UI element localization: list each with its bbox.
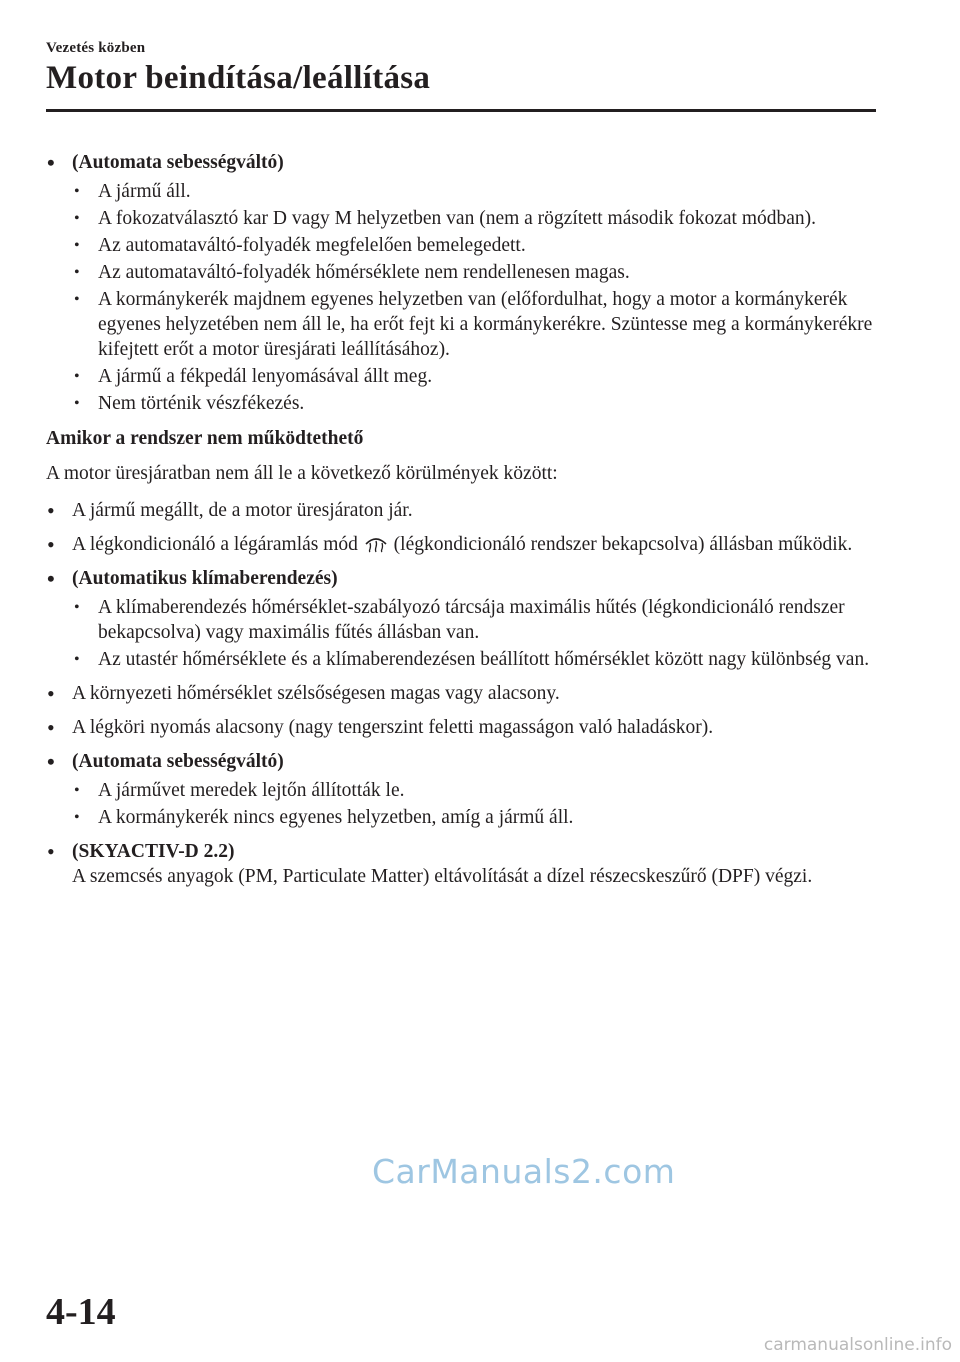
list-item: • A kormánykerék nincs egyenes helyzetben, amíg a jármű áll. bbox=[46, 805, 876, 830]
defroster-icon bbox=[363, 533, 389, 553]
list-item bbox=[46, 532, 876, 557]
sub-list bbox=[46, 778, 876, 830]
list-item: • A járművet meredek lejtőn állították le. bbox=[46, 778, 876, 803]
list-item-label: • (SKYACTIV-D 2.2) bbox=[72, 841, 235, 862]
intro-text: A motor üresjáratban nem áll le a következő körülmények között: bbox=[46, 463, 558, 484]
list-item: • (Automatikus klímaberendezés) bbox=[46, 566, 876, 591]
list-item: • A jármű megállt, de a motor üresjáraton jár. bbox=[46, 498, 876, 523]
list-item: • Nem történik vészfékezés. bbox=[46, 391, 876, 416]
list-item: • (Automata sebességváltó) bbox=[46, 150, 876, 175]
list-item: • A klímaberendezés hőmérséklet-szabályozó tárcsája maximális hűtés (légkondicionáló rendszer bekapcsolva) vagy maximális fűtés állásban van. bbox=[46, 595, 876, 645]
list-item: • A jármű áll. bbox=[46, 179, 876, 204]
list-item-text: (légkondicionáló rendszer bekapcsolva) állásban működik. bbox=[393, 534, 853, 555]
footer-watermark: carmanualsonline.info bbox=[763, 1335, 952, 1355]
list-item-text: A légkondicionáló a légáramlás mód bbox=[72, 534, 358, 555]
list-item: • A jármű a fékpedál lenyomásával állt meg. bbox=[46, 364, 876, 389]
list-item: • A kormánykerék majdnem egyenes helyzetben van (előfordulhat, hogy a motor a kormánykerék egyenes helyzetében nem áll le, ha erőt fejt ki a kormánykerékre. Szüntesse meg a kormánykerékre kifejtett erőt a motor üresjárati leállításához). bbox=[46, 287, 876, 362]
list-item: • A fokozatválasztó kar D vagy M helyzetben van (nem a rögzített második fokozat módban). bbox=[46, 206, 876, 231]
list-item-text: A szemcsés anyagok (PM, Particulate Matter) eltávolítását a dízel részecskeszűrő (DPF) végzi. bbox=[72, 866, 813, 887]
list-item: • Az automataváltó-folyadék hőmérséklete nem rendellenesen magas. bbox=[46, 260, 876, 285]
watermark: CarManuals2.com bbox=[372, 1152, 676, 1191]
list-item: • A légköri nyomás alacsony (nagy tengerszint feletti magasságon való haladáskor). bbox=[46, 715, 876, 740]
list-item: • A környezeti hőmérséklet szélsőségesen magas vagy alacsony. bbox=[46, 681, 876, 706]
sub-list bbox=[46, 179, 876, 416]
sub-list bbox=[46, 595, 876, 672]
title-divider bbox=[46, 109, 876, 112]
section-label: Vezetés közben bbox=[46, 40, 146, 56]
page-title: Motor beindítása/leállítása bbox=[46, 60, 431, 96]
page-content bbox=[46, 150, 876, 898]
list-item: • Az automataváltó-folyadék megfelelően bemelegedett. bbox=[46, 233, 876, 258]
list-item bbox=[46, 839, 876, 889]
list-item: • (Automata sebességváltó) bbox=[46, 749, 876, 774]
section-heading: Amikor a rendszer nem működtethető bbox=[46, 428, 364, 449]
list-item: • Az utastér hőmérséklete és a klímaberendezésen beállított hőmérséklet között nagy különbség van. bbox=[46, 647, 876, 672]
page-number: 4-14 bbox=[46, 1291, 116, 1333]
